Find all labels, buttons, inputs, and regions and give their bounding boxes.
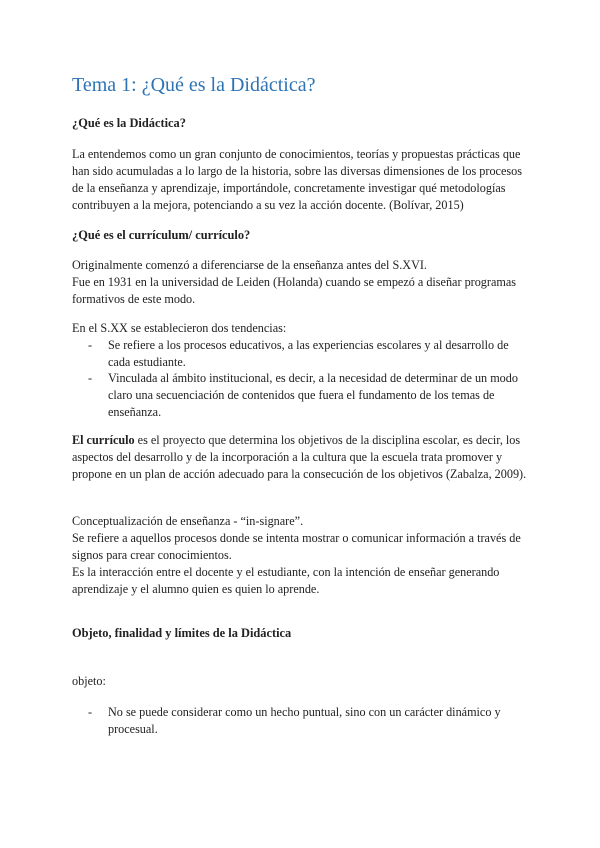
paragraph-curriculo-definition bbox=[72, 432, 532, 483]
curriculo-term: El currículo bbox=[72, 433, 135, 447]
paragraph-curriculum-origin bbox=[72, 257, 532, 308]
text-line: signos para crear conocimientos. bbox=[72, 548, 232, 562]
text-fragment: es el proyecto que determina los objetivos de la disciplina escolar, es decir, los bbox=[134, 433, 521, 447]
text-line bbox=[72, 432, 532, 449]
text-line: aprendizaje y el alumno quien es quien lo aprende. bbox=[72, 582, 320, 596]
text-line: propone en un plan de acción adecuado para la consecución de los objetivos (Zabalza, 2009). bbox=[72, 467, 527, 481]
text-line: No se puede considerar como un hecho puntual, sino con un carácter dinámico y bbox=[108, 705, 501, 719]
text-line: de la enseñanza y aprendizaje, importándole, concretamente investigar qué metodologías bbox=[72, 181, 506, 195]
list-dash: - bbox=[88, 705, 93, 719]
list-dash: - bbox=[88, 371, 93, 385]
paragraph-conceptualizacion bbox=[72, 513, 532, 598]
paragraph-didactica-definition bbox=[72, 146, 532, 214]
list-dash: - bbox=[88, 338, 93, 352]
text-line: Es la interacción entre el docente y el estudiante, con la intención de enseñar generando bbox=[72, 565, 500, 579]
text-line: claro una secuenciación de contenidos que fuera el fundamento de los temas de bbox=[108, 388, 495, 402]
text-line: Se refiere a los procesos educativos, a las experiencias escolares y al desarrollo de bbox=[108, 338, 509, 352]
text-line: cada estudiante. bbox=[108, 355, 186, 369]
section-heading-curriculum: ¿Qué es el currículum/ currículo? bbox=[72, 228, 251, 242]
text-line: aspectos del desarrollo y de la incorporación a la cultura que la escuela trata promover y bbox=[72, 450, 503, 464]
page-title: Tema 1: ¿Qué es la Didáctica? bbox=[72, 74, 316, 96]
text-line: formativos de este modo. bbox=[72, 292, 196, 306]
paragraph-tendencias-intro: En el S.XX se establecieron dos tendencias: bbox=[72, 321, 287, 335]
objeto-label: objeto: bbox=[72, 674, 106, 688]
section-heading-objeto: Objeto, finalidad y límites de la Didáctica bbox=[72, 626, 292, 640]
text-line: Se refiere a aquellos procesos donde se intenta mostrar o comunicar información a través de bbox=[72, 531, 521, 545]
section-heading-didactica: ¿Qué es la Didáctica? bbox=[72, 116, 186, 130]
text-line: contribuyen a la mejora, potenciando a su vez la acción docente. (Bolívar, 2015) bbox=[72, 198, 464, 212]
text-line: Fue en 1931 en la universidad de Leiden (Holanda) cuando se empezó a diseñar programas bbox=[72, 275, 517, 289]
text-line: Vinculada al ámbito institucional, es decir, a la necesidad de determinar de un modo bbox=[108, 371, 518, 385]
text-line: han sido acumuladas a lo largo de la historia, sobre las diversas dimensiones de los procesos bbox=[72, 164, 522, 178]
text-line: Conceptualización de enseñanza - “in-signare”. bbox=[72, 514, 304, 528]
text-line: procesual. bbox=[108, 722, 158, 736]
text-line: La entendemos como un gran conjunto de conocimientos, teorías y propuestas prácticas que bbox=[72, 147, 521, 161]
text-line: enseñanza. bbox=[108, 405, 162, 419]
text-line: Originalmente comenzó a diferenciarse de la enseñanza antes del S.XVI. bbox=[72, 258, 427, 272]
